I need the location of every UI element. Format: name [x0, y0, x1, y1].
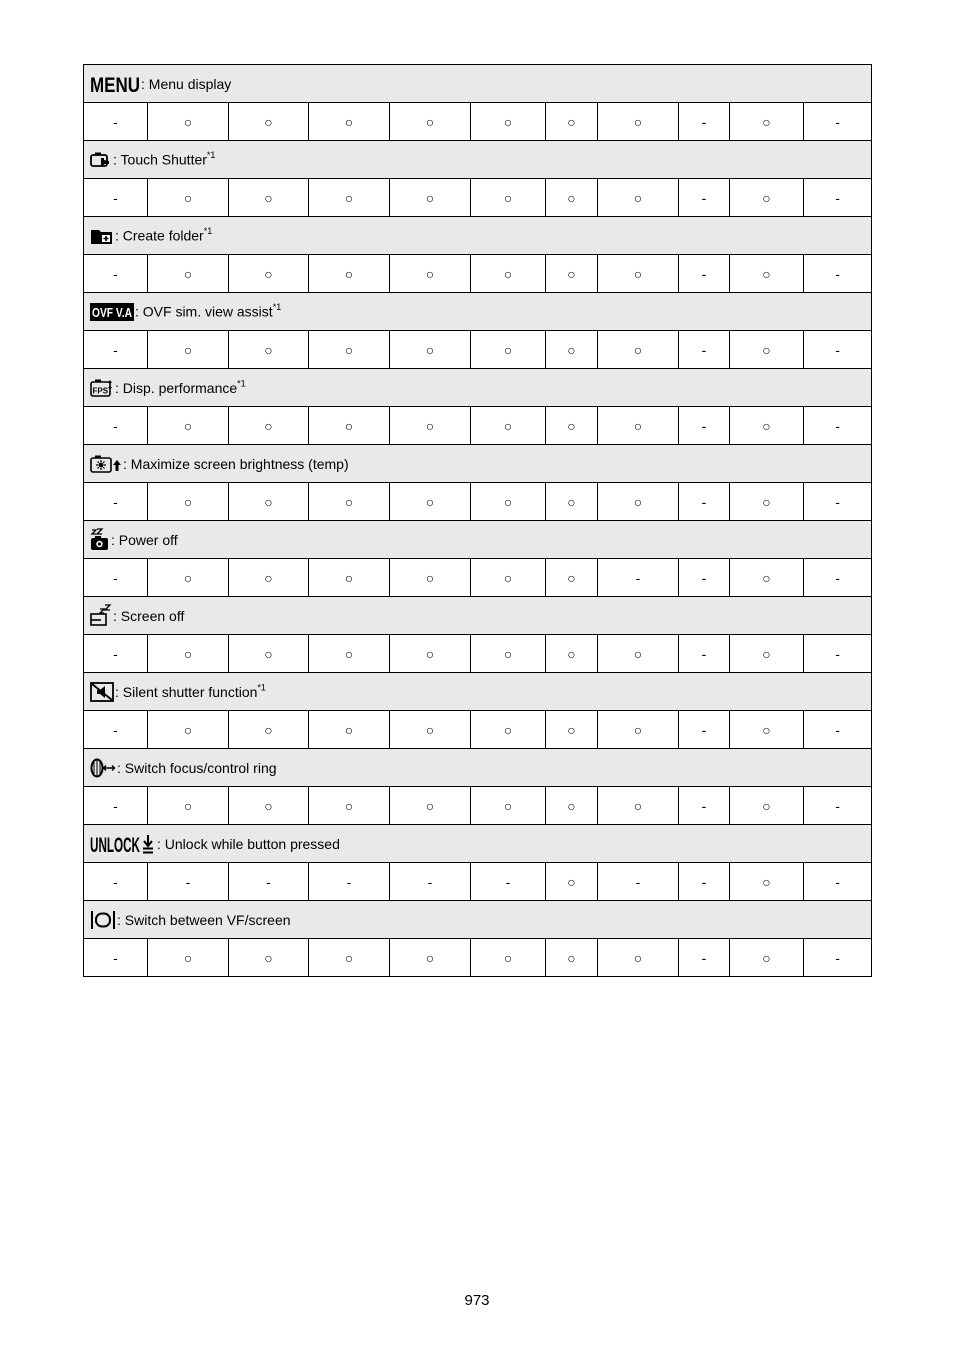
- table-cell: ○: [148, 939, 229, 977]
- table-cell: ○: [471, 483, 546, 521]
- footnote-marker: *1: [257, 682, 266, 693]
- section-header: [84, 749, 872, 787]
- table-cell: -: [804, 559, 872, 597]
- section-header: [84, 673, 872, 711]
- table-cell: -: [804, 635, 872, 673]
- table-cell: -: [84, 787, 148, 825]
- table-cell: ○: [730, 483, 804, 521]
- svg-text:FPS: FPS: [92, 386, 109, 395]
- section-label: : Unlock while button pressed: [157, 835, 340, 852]
- section-title: [84, 749, 872, 787]
- section-title: [84, 825, 872, 863]
- table-cell: ○: [148, 787, 229, 825]
- table-row: [84, 407, 872, 445]
- section-label: : Screen off: [113, 607, 185, 624]
- table-row: [84, 103, 872, 141]
- table-cell: ○: [390, 787, 471, 825]
- table-cell: ○: [598, 711, 679, 749]
- table-cell: -: [471, 863, 546, 901]
- table-cell: ○: [471, 635, 546, 673]
- table-cell: -: [679, 787, 730, 825]
- table-cell: -: [679, 863, 730, 901]
- section-header: [84, 521, 872, 559]
- table-cell: -: [804, 939, 872, 977]
- focus-control-ring-icon: [90, 758, 116, 778]
- table-cell: -: [84, 559, 148, 597]
- table-cell: ○: [471, 179, 546, 217]
- svg-text:MENU: MENU: [90, 73, 140, 97]
- table-cell: -: [804, 179, 872, 217]
- section-label: : Silent shutter function: [115, 683, 258, 700]
- table-cell: ○: [309, 179, 390, 217]
- section-title: [84, 597, 872, 635]
- table-cell: ○: [546, 559, 598, 597]
- table-cell: ○: [471, 331, 546, 369]
- table-cell: ○: [730, 331, 804, 369]
- ovf-view-assist-icon: [90, 303, 134, 321]
- table-cell: -: [804, 863, 872, 901]
- table-cell: ○: [730, 255, 804, 293]
- silent-shutter-icon: [90, 682, 114, 702]
- section-label: : Switch between VF/screen: [117, 911, 291, 928]
- table-cell: ○: [471, 407, 546, 445]
- table-cell: ○: [309, 483, 390, 521]
- section-header: [84, 217, 872, 255]
- table-cell: ○: [546, 711, 598, 749]
- table-cell: -: [804, 255, 872, 293]
- table-cell: ○: [730, 711, 804, 749]
- table-cell: ○: [471, 255, 546, 293]
- screen-off-icon: [90, 605, 112, 627]
- table-cell: ○: [390, 483, 471, 521]
- table-row: [84, 255, 872, 293]
- table-cell: ○: [598, 939, 679, 977]
- table-cell: ○: [229, 559, 309, 597]
- table-cell: -: [804, 407, 872, 445]
- table-cell: -: [84, 939, 148, 977]
- table-cell: ○: [309, 787, 390, 825]
- table-cell: ○: [229, 103, 309, 141]
- table-cell: ○: [309, 635, 390, 673]
- table-cell: ○: [148, 483, 229, 521]
- table-row: [84, 711, 872, 749]
- table-cell: -: [84, 635, 148, 673]
- table-cell: ○: [390, 331, 471, 369]
- table-cell: ○: [471, 559, 546, 597]
- section-label: : OVF sim. view assist: [135, 303, 273, 320]
- table-cell: -: [804, 787, 872, 825]
- table-cell: ○: [309, 559, 390, 597]
- table-cell: -: [804, 483, 872, 521]
- table-row: [84, 863, 872, 901]
- table-cell: -: [390, 863, 471, 901]
- footnote-marker: *1: [237, 378, 246, 389]
- unlock-icon: [90, 833, 156, 855]
- section-title: [84, 673, 872, 711]
- section-title: [84, 521, 872, 559]
- section-label: : Create folder: [115, 227, 204, 244]
- table-cell: ○: [546, 787, 598, 825]
- section-header: [84, 825, 872, 863]
- table-cell: ○: [730, 179, 804, 217]
- table-cell: ○: [148, 407, 229, 445]
- touch-shutter-icon: [90, 151, 112, 169]
- footnote-marker: *1: [272, 302, 282, 313]
- section-title: [84, 369, 872, 407]
- table-cell: ○: [730, 559, 804, 597]
- table-cell: ○: [229, 483, 309, 521]
- table-cell: ○: [598, 179, 679, 217]
- table-cell: ○: [546, 255, 598, 293]
- table-cell: ○: [598, 407, 679, 445]
- table-cell: ○: [546, 331, 598, 369]
- table-cell: -: [804, 331, 872, 369]
- table-cell: -: [679, 255, 730, 293]
- table-cell: ○: [730, 103, 804, 141]
- table-cell: ○: [229, 711, 309, 749]
- section-header: [84, 369, 872, 407]
- table-row: [84, 331, 872, 369]
- table-cell: ○: [471, 787, 546, 825]
- table-cell: ○: [546, 939, 598, 977]
- table-cell: ○: [471, 103, 546, 141]
- table-cell: -: [598, 559, 679, 597]
- table-cell: ○: [471, 711, 546, 749]
- table-cell: -: [679, 711, 730, 749]
- table-cell: ○: [390, 407, 471, 445]
- table-cell: ○: [546, 483, 598, 521]
- table-cell: ○: [309, 255, 390, 293]
- table-cell: ○: [598, 255, 679, 293]
- section-label: : Switch focus/control ring: [117, 759, 277, 776]
- table-cell: ○: [390, 255, 471, 293]
- table-cell: ○: [730, 407, 804, 445]
- table-cell: ○: [730, 863, 804, 901]
- table-cell: -: [84, 255, 148, 293]
- svg-text:UNLOCK: UNLOCK: [90, 833, 140, 857]
- section-title: [84, 293, 872, 331]
- screen-brightness-icon: [90, 454, 122, 474]
- table-cell: -: [229, 863, 309, 901]
- section-title: [84, 217, 872, 255]
- section-header: [84, 293, 872, 331]
- function-table: [83, 64, 872, 977]
- table-cell: ○: [730, 939, 804, 977]
- table-cell: -: [84, 179, 148, 217]
- footnote-marker: *1: [206, 150, 216, 161]
- table-cell: ○: [730, 787, 804, 825]
- table-cell: ○: [546, 179, 598, 217]
- table-cell: -: [84, 103, 148, 141]
- table-cell: ○: [229, 407, 309, 445]
- table-cell: -: [679, 635, 730, 673]
- table-cell: -: [804, 711, 872, 749]
- power-off-icon: [90, 529, 110, 551]
- table-cell: ○: [546, 103, 598, 141]
- table-cell: ○: [148, 179, 229, 217]
- table-cell: ○: [598, 483, 679, 521]
- table-cell: ○: [309, 103, 390, 141]
- table-cell: -: [84, 711, 148, 749]
- table-row: [84, 483, 872, 521]
- table-cell: ○: [546, 863, 598, 901]
- table-cell: ○: [390, 179, 471, 217]
- table-cell: -: [679, 939, 730, 977]
- section-title: [84, 445, 872, 483]
- table-row: [84, 179, 872, 217]
- table-cell: ○: [309, 939, 390, 977]
- table-cell: ○: [148, 331, 229, 369]
- section-header: [84, 65, 872, 103]
- footnote-marker: *1: [203, 226, 213, 237]
- section-title: [84, 65, 872, 103]
- table-cell: ○: [309, 711, 390, 749]
- table-cell: ○: [229, 939, 309, 977]
- table-cell: -: [84, 407, 148, 445]
- table-cell: ○: [148, 255, 229, 293]
- table-cell: ○: [598, 331, 679, 369]
- page-number: 973: [464, 1292, 490, 1309]
- table-cell: -: [309, 863, 390, 901]
- table-cell: ○: [229, 331, 309, 369]
- table-cell: ○: [148, 559, 229, 597]
- table-cell: ○: [598, 635, 679, 673]
- table-cell: ○: [546, 407, 598, 445]
- table-cell: ○: [229, 635, 309, 673]
- table-cell: ○: [598, 103, 679, 141]
- table-cell: ○: [390, 559, 471, 597]
- table-cell: -: [84, 483, 148, 521]
- table-cell: -: [679, 331, 730, 369]
- table-cell: ○: [309, 331, 390, 369]
- table-row: [84, 939, 872, 977]
- table-cell: ○: [229, 179, 309, 217]
- table-cell: ○: [546, 635, 598, 673]
- table-cell: -: [679, 407, 730, 445]
- section-label: : Power off: [111, 531, 178, 548]
- table-cell: -: [679, 179, 730, 217]
- svg-text:OVF V.A: OVF V.A: [92, 304, 133, 320]
- table-cell: ○: [148, 103, 229, 141]
- table-cell: ○: [148, 711, 229, 749]
- table-row: [84, 787, 872, 825]
- table-cell: ○: [598, 787, 679, 825]
- table-cell: ○: [229, 787, 309, 825]
- vf-screen-switch-icon: [90, 910, 116, 930]
- disp-performance-icon: [90, 378, 114, 398]
- table-cell: ○: [309, 407, 390, 445]
- section-label: : Maximize screen brightness (temp): [123, 455, 349, 472]
- section-header: [84, 597, 872, 635]
- menu-icon: [90, 73, 140, 97]
- table-cell: -: [679, 103, 730, 141]
- table-cell: -: [84, 863, 148, 901]
- create-folder-icon: [90, 227, 114, 245]
- table-cell: -: [598, 863, 679, 901]
- table-row: [84, 559, 872, 597]
- section-title: [84, 141, 872, 179]
- table-cell: -: [84, 331, 148, 369]
- table-cell: ○: [390, 711, 471, 749]
- table-row: [84, 635, 872, 673]
- table-cell: ○: [390, 635, 471, 673]
- section-label: : Disp. performance: [115, 379, 238, 396]
- table-cell: ○: [390, 939, 471, 977]
- section-header: [84, 445, 872, 483]
- section-header: [84, 141, 872, 179]
- section-header: [84, 901, 872, 939]
- table-cell: -: [148, 863, 229, 901]
- section-label: : Touch Shutter: [113, 151, 207, 168]
- table-cell: ○: [390, 103, 471, 141]
- table-cell: ○: [148, 635, 229, 673]
- table-cell: ○: [471, 939, 546, 977]
- table-cell: -: [679, 559, 730, 597]
- table-cell: -: [804, 103, 872, 141]
- section-label: : Menu display: [141, 75, 232, 92]
- table-cell: ○: [730, 635, 804, 673]
- table-cell: -: [679, 483, 730, 521]
- section-title: [84, 901, 872, 939]
- table-cell: ○: [229, 255, 309, 293]
